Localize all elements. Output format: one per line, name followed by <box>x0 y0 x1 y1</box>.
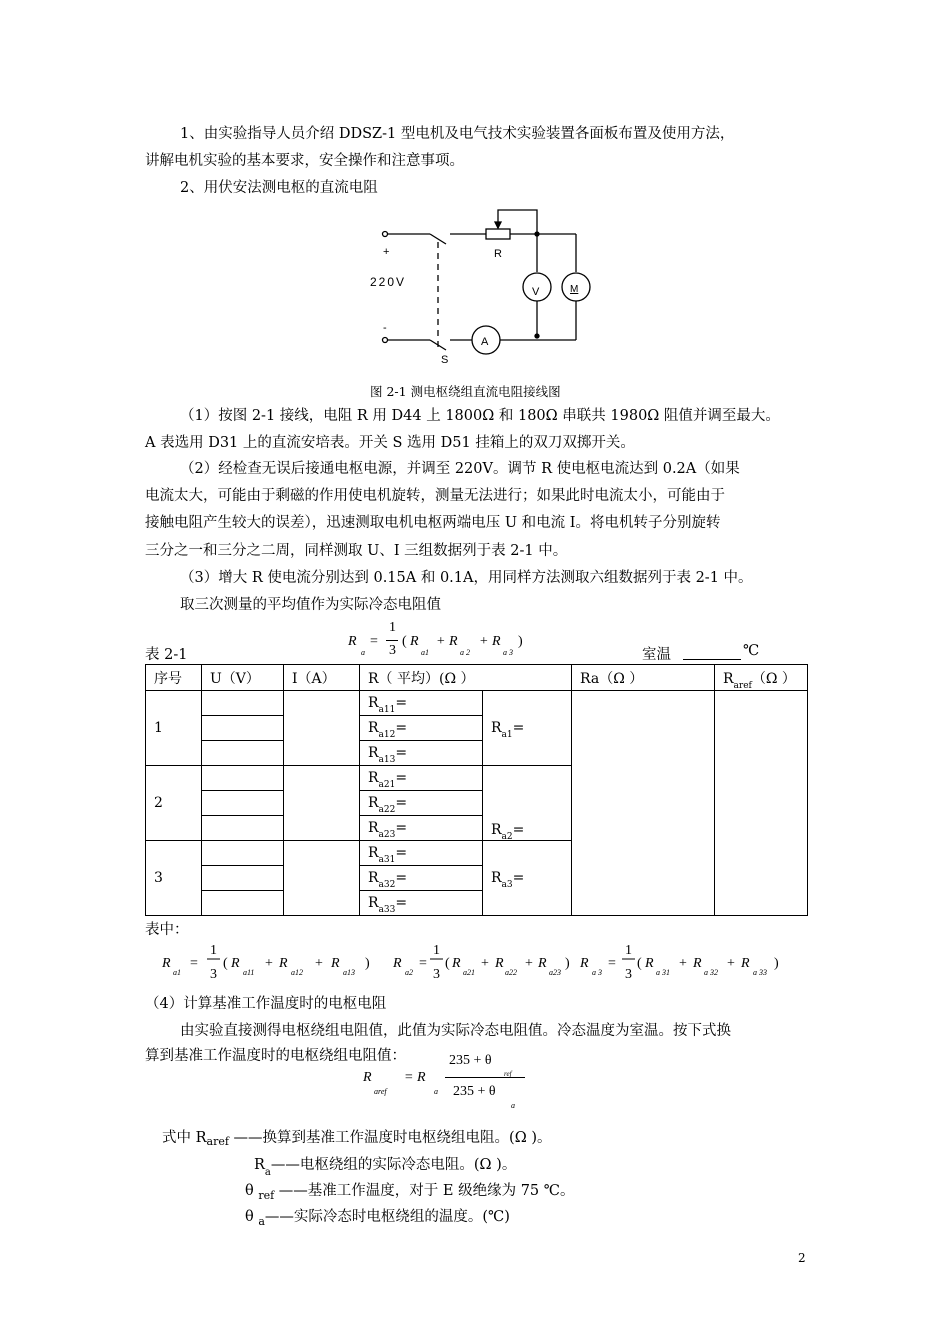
svg-text:a11: a11 <box>243 968 255 977</box>
voltmeter-label: V <box>532 286 540 298</box>
u-cell[interactable] <box>202 816 284 841</box>
fraction-bar <box>386 640 398 641</box>
step-2-line-3: 接触电阻产生较大的误差），迅速测取电机电枢两端电压 U 和电流 I。将电机转子分别旋转 <box>145 515 721 531</box>
svg-text:a 31: a 31 <box>656 968 670 977</box>
r-a33-cell[interactable]: $R_{a33}=$ <box>360 891 483 916</box>
r-a31-cell[interactable]: $R_{a31}=$ <box>360 841 483 866</box>
table-label: 表 2-1 <box>145 647 188 663</box>
svg-text:R: R <box>393 956 402 971</box>
svg-text:(: ( <box>223 956 228 971</box>
ref-formula-eq: = R <box>404 1070 426 1085</box>
step-2-line-2: 电流太大，可能由于剩磁的作用使电机旋转，测量无法进行；如果此时电流太小，可能由于 <box>145 488 725 504</box>
svg-text:+: + <box>481 956 489 971</box>
svg-text:3: 3 <box>433 967 440 982</box>
u-cell[interactable] <box>202 741 284 766</box>
svg-text:+: + <box>315 956 323 971</box>
u-cell[interactable] <box>202 841 284 866</box>
svg-text:(: ( <box>445 956 450 971</box>
header-index: 序号 <box>146 665 202 691</box>
svg-text:a 3: a 3 <box>592 968 602 977</box>
header-i: I（A） <box>284 665 360 691</box>
header-r-avg: R（ 平均）(Ω ） <box>360 665 572 691</box>
table-note: 表中： <box>145 922 189 938</box>
svg-text:a1: a1 <box>173 968 181 977</box>
plus-terminal <box>383 232 388 237</box>
intro-line-1: 1、由实验指导人员介绍 DDSZ-1 型电机及电气技术实验装置各面板布置及使用方法， <box>180 126 735 142</box>
minus-label: - <box>383 322 387 334</box>
i-cell[interactable] <box>284 841 360 916</box>
room-temp-blank[interactable] <box>683 659 741 660</box>
raref-cell[interactable] <box>715 691 808 916</box>
section-4-title: （4）计算基准工作温度时的电枢电阻 <box>145 996 387 1012</box>
row-index-3: 3 <box>146 841 202 916</box>
r-a12-cell[interactable]: $R_{a12}=$ <box>360 716 483 741</box>
header-u: U（V） <box>202 665 284 691</box>
formula-lhs-sub: a <box>361 648 365 657</box>
resistor-r <box>486 229 510 239</box>
i-cell[interactable] <box>284 766 360 841</box>
svg-text:R: R <box>495 956 504 971</box>
formula-sub-1: a1 <box>421 648 429 657</box>
r-a21-cell[interactable]: $R_{a21}=$ <box>360 766 483 791</box>
svg-text:): ) <box>774 956 779 971</box>
r-a22-cell[interactable]: $R_{a22}=$ <box>360 791 483 816</box>
figure-caption: 图 2-1 测电枢绕组直流电阻接线图 <box>370 384 561 399</box>
svg-text:R: R <box>231 956 240 971</box>
formula-term-2: + R <box>436 634 458 649</box>
svg-text:R: R <box>645 956 654 971</box>
u-cell[interactable] <box>202 866 284 891</box>
svg-text:R: R <box>580 956 589 971</box>
intro-line-2: 讲解电机实验的基本要求，安全操作和注意事项。 <box>145 153 464 169</box>
svg-text:(: ( <box>637 956 642 971</box>
formula-sub-3: a 3 <box>503 648 513 657</box>
ref-formula-num-sub: ref <box>504 1070 512 1078</box>
r-a3-avg-cell[interactable]: $R_{a3}=$ <box>483 841 572 916</box>
section-2-title: 2、用伏安法测电枢的直流电阻 <box>180 180 378 196</box>
svg-text:a2: a2 <box>405 968 413 977</box>
svg-text:+: + <box>265 956 273 971</box>
formula-num: 1 <box>389 620 396 635</box>
step-2-line-4: 三分之一和三分之二周，同样测取 U、I 三组数据列于表 2-1 中。 <box>145 543 568 559</box>
table-2-1 <box>145 664 808 916</box>
minus-terminal <box>383 338 388 343</box>
ref-formula-num: 235 + θ <box>449 1053 492 1068</box>
svg-text:a 33: a 33 <box>753 968 767 977</box>
svg-text:=: = <box>419 956 427 971</box>
formula-sub-2: a 2 <box>460 648 470 657</box>
svg-text:a13: a13 <box>343 968 355 977</box>
section-4-line-2: 算到基准工作温度时的电枢绕组电阻值： <box>145 1048 406 1064</box>
svg-text:a22: a22 <box>505 968 517 977</box>
definition-theta-ref: θ $_{ref}$ ——基准工作温度，对于 E 级绝缘为 75 ℃。 <box>245 1183 575 1202</box>
u-cell[interactable] <box>202 691 284 716</box>
u-cell[interactable] <box>202 766 284 791</box>
step-3-line-2: 取三次测量的平均值作为实际冷态电阻值 <box>180 597 441 613</box>
svg-text:): ) <box>565 956 570 971</box>
resistor-label: R <box>494 248 502 260</box>
svg-text:a21: a21 <box>463 968 475 977</box>
svg-text:R: R <box>538 956 547 971</box>
page-number: 2 <box>798 1251 806 1265</box>
section-4-line-1: 由实验直接测得电枢绕组电阻值，此值为实际冷态电阻值。冷态温度为室温。按下式换 <box>180 1023 731 1039</box>
row-index-1: 1 <box>146 691 202 766</box>
svg-text:+: + <box>679 956 687 971</box>
header-raref: $R_{aref}(\Omega$ ） <box>715 665 808 691</box>
ref-fraction-bar <box>445 1077 525 1078</box>
svg-text:3: 3 <box>625 967 632 982</box>
ref-formula-lhs-sub: aref <box>374 1087 387 1096</box>
circuit-diagram <box>370 200 610 370</box>
svg-text:=: = <box>608 956 616 971</box>
room-temp-label: 室温 <box>642 647 671 663</box>
ammeter-label: A <box>481 336 489 348</box>
svg-text:=: = <box>190 956 198 971</box>
r-a11-cell[interactable]: $R_{a11}=$ <box>360 691 483 716</box>
u-cell[interactable] <box>202 716 284 741</box>
header-ra: Ra（Ω ） <box>572 665 715 691</box>
row-index-2: 2 <box>146 766 202 841</box>
r-a1-avg-cell[interactable]: $R_{a1}=$ <box>483 691 572 766</box>
formula-term-1: R <box>410 634 419 649</box>
definition-theta-a: θ $_a$——实际冷态时电枢绕组的温度。(℃) <box>245 1209 510 1228</box>
definition-raref: 式中 $R_{aref}$ ——换算到基准工作温度时电枢绕组电阻。(Ω )。 <box>162 1130 552 1148</box>
svg-text:a12: a12 <box>291 968 303 977</box>
svg-text:R: R <box>162 956 171 971</box>
u-cell[interactable] <box>202 791 284 816</box>
definition-ra: $R_a——$电枢绕组的实际冷态电阻。(Ω )。 <box>254 1157 517 1178</box>
svg-text:R: R <box>331 956 340 971</box>
svg-text:+: + <box>727 956 735 971</box>
svg-text:R: R <box>741 956 750 971</box>
voltage-label: 220V <box>370 275 407 289</box>
plus-label: + <box>383 246 390 258</box>
motor-label: M <box>570 284 579 295</box>
u-cell[interactable] <box>202 891 284 916</box>
svg-text:1: 1 <box>210 943 217 958</box>
room-temp-unit: ℃ <box>743 643 760 659</box>
formula-lhs: R <box>348 634 357 649</box>
svg-text:1: 1 <box>433 943 440 958</box>
step-3-line-1: （3）增大 R 使电流分别达到 0.15A 和 0.1A，用同样方法测取六组数据列于表 2-1 中。 <box>180 570 753 586</box>
formula-den: 3 <box>389 643 396 658</box>
switch-label: S <box>441 354 449 366</box>
svg-text:+: + <box>525 956 533 971</box>
ref-formula-den: 235 + θ <box>453 1084 496 1099</box>
svg-text:R: R <box>279 956 288 971</box>
average-formulas <box>155 940 805 990</box>
svg-text:a 32: a 32 <box>704 968 718 977</box>
r-a23-cell[interactable]: $R_{a23}=$ <box>360 816 483 841</box>
ra-cell[interactable] <box>572 691 715 916</box>
step-1-line-1: （1）按图 2-1 接线，电阻 R 用 D44 上 1800Ω 和 180Ω 串联共 1980Ω 阻值并调至最大。 <box>180 408 780 424</box>
ref-formula-den-sub: a <box>511 1101 515 1110</box>
svg-text:1: 1 <box>625 943 632 958</box>
svg-text:): ) <box>365 956 370 971</box>
svg-text:R: R <box>452 956 461 971</box>
ref-formula-lhs: R <box>363 1070 372 1085</box>
step-1-line-2: A 表选用 D31 上的直流安培表。开关 S 选用 D51 挂箱上的双刀双掷开关。 <box>145 435 635 451</box>
i-cell[interactable] <box>284 691 360 766</box>
ref-formula-eq-sub: a <box>434 1087 438 1096</box>
r-a13-cell[interactable]: $R_{a13}=$ <box>360 741 483 766</box>
svg-text:R: R <box>693 956 702 971</box>
svg-text:a23: a23 <box>549 968 561 977</box>
r-a2-avg-cell[interactable]: $R_{a2}=$ <box>483 766 572 841</box>
step-2-line-1: （2）经检查无误后接通电枢电源，并调至 220V。调节 R 使电枢电流达到 0.2A（如果 <box>180 461 740 477</box>
svg-text:3: 3 <box>210 967 217 982</box>
formula-term-3: + R <box>479 634 501 649</box>
r-a32-cell[interactable]: $R_{a32}=$ <box>360 866 483 891</box>
